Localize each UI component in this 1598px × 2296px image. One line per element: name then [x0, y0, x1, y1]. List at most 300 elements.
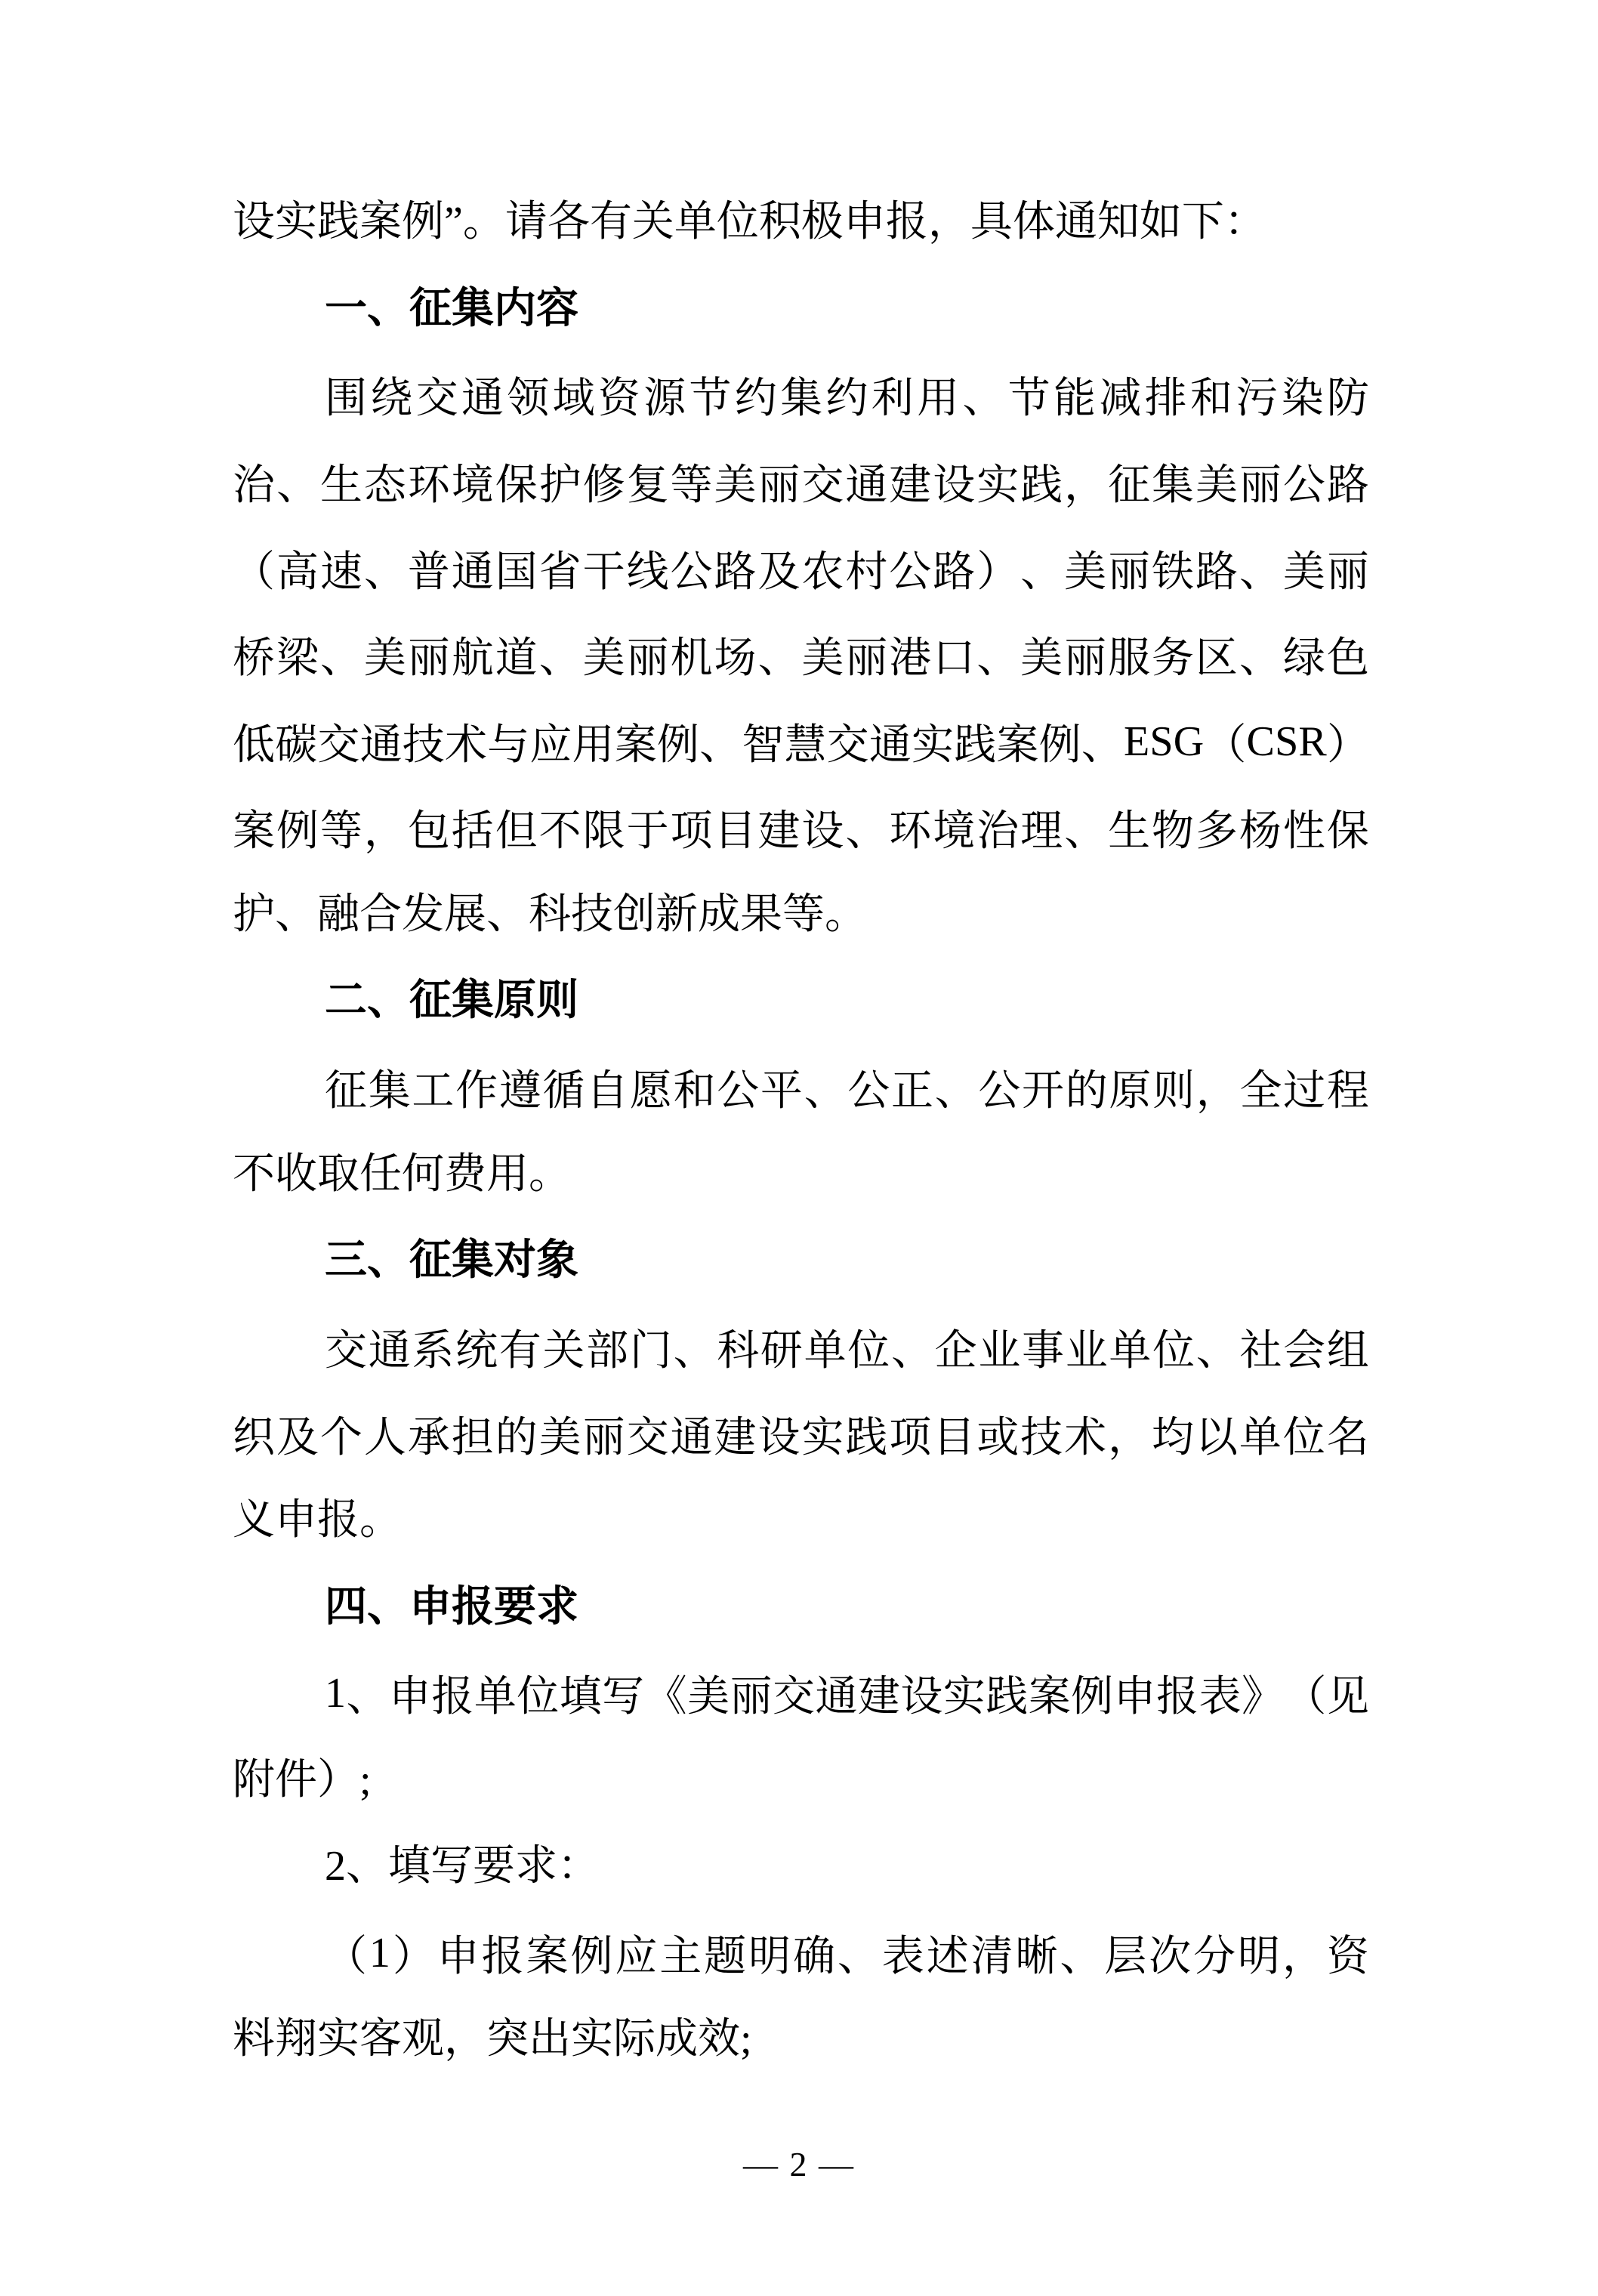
- char: 、: [673, 1328, 716, 1375]
- char: 境: [933, 808, 976, 856]
- char: 次: [1149, 1933, 1192, 1981]
- char: 环: [889, 808, 932, 856]
- char: 项: [889, 1414, 932, 1461]
- char: 主: [659, 1933, 702, 1981]
- char: 公: [847, 1068, 890, 1116]
- char: C: [1246, 718, 1275, 765]
- text-line: [233, 1045, 1369, 1131]
- char: 层: [1104, 1933, 1147, 1981]
- char: 色: [1326, 635, 1369, 683]
- char: 遵: [498, 1068, 541, 1116]
- char: 省: [538, 548, 582, 596]
- char: 清: [970, 1933, 1013, 1981]
- char: 报: [1156, 1674, 1199, 1721]
- char: 通: [868, 721, 912, 769]
- char: 目: [714, 808, 757, 856]
- char: 案: [233, 808, 275, 856]
- char: 、: [538, 635, 582, 683]
- char: 的: [495, 1414, 538, 1461]
- char: ，: [1195, 1068, 1239, 1116]
- char: 丽: [845, 635, 888, 683]
- char: 慧: [784, 721, 827, 769]
- char: 节: [689, 375, 732, 423]
- char: 线: [626, 548, 669, 596]
- char: 、: [1064, 808, 1107, 856]
- char: 、: [346, 1674, 389, 1721]
- char: 申: [388, 1674, 431, 1721]
- char: 作: [455, 1068, 498, 1116]
- char: 、: [1060, 1933, 1103, 1981]
- char: 设: [801, 808, 844, 856]
- char: 设: [900, 1674, 943, 1721]
- char: 村: [845, 548, 888, 596]
- char: 于: [626, 808, 669, 856]
- char: 事: [1022, 1328, 1064, 1375]
- char: 位: [517, 1674, 560, 1721]
- char: 道: [495, 635, 538, 683]
- char: 承: [407, 1414, 450, 1461]
- char: 系: [412, 1328, 455, 1375]
- char: 机: [670, 635, 713, 683]
- char: 态: [363, 462, 406, 510]
- char: 名: [1326, 1414, 1369, 1461]
- char: 干: [582, 548, 625, 596]
- text-line: [233, 1390, 1369, 1477]
- char: 利: [871, 375, 914, 423]
- char: 治: [233, 462, 275, 510]
- char: 循: [542, 1068, 585, 1116]
- section-heading: 二、征集原则: [325, 977, 578, 1025]
- char: 实: [976, 462, 1020, 510]
- char: 明: [1238, 1933, 1281, 1981]
- char: S: [1149, 718, 1174, 765]
- char: 、: [699, 721, 742, 769]
- char: 单: [474, 1674, 517, 1721]
- char: 美: [1064, 548, 1107, 596]
- char: 表: [1198, 1674, 1242, 1721]
- char: 申: [437, 1933, 480, 1981]
- char: 公: [717, 1068, 760, 1116]
- char: 案: [996, 721, 1039, 769]
- char: 口: [933, 635, 976, 683]
- char: 、: [1081, 721, 1124, 769]
- char: 通: [359, 721, 403, 769]
- section-heading: 四、申报要求: [325, 1583, 578, 1631]
- char: 及: [276, 1414, 319, 1461]
- char: 过: [1283, 1068, 1326, 1116]
- text-line: [233, 352, 1369, 439]
- char: 研: [760, 1328, 803, 1375]
- char: 社: [1239, 1328, 1282, 1375]
- char: （: [1204, 721, 1247, 769]
- char: 建: [889, 462, 932, 510]
- char: 填: [559, 1674, 602, 1721]
- char: 多: [1195, 808, 1238, 856]
- char: 题: [704, 1933, 747, 1981]
- char: 服: [1108, 635, 1151, 683]
- char: 集: [1152, 462, 1195, 510]
- char: 例: [1038, 721, 1081, 769]
- char: 交: [801, 462, 844, 510]
- char: 美: [363, 635, 406, 683]
- char: 、: [276, 462, 319, 510]
- document-body: [233, 179, 1369, 2083]
- char: 设: [933, 462, 976, 510]
- char: 染: [1281, 375, 1324, 423]
- char: 区: [1195, 635, 1238, 683]
- char: 丽: [1326, 548, 1369, 596]
- char: 用: [572, 721, 615, 769]
- char: 源: [643, 375, 686, 423]
- char: 企: [934, 1328, 977, 1375]
- char: 《: [644, 1674, 687, 1721]
- char: E: [1123, 718, 1150, 765]
- char: ，: [1064, 462, 1107, 510]
- char: ）: [976, 548, 1020, 596]
- char: 境: [451, 462, 494, 510]
- char: 及: [757, 548, 801, 596]
- char: 晰: [1015, 1933, 1058, 1981]
- char: 场: [714, 635, 757, 683]
- char: 用: [917, 375, 960, 423]
- char: 、: [1239, 635, 1282, 683]
- char: 门: [629, 1328, 672, 1375]
- char: 例: [1071, 1674, 1114, 1721]
- char: 、: [934, 1068, 977, 1116]
- char: 应: [529, 721, 572, 769]
- char: 排: [1144, 375, 1187, 423]
- char: 美: [582, 635, 625, 683]
- char: 、: [319, 635, 362, 683]
- char: 绕: [370, 375, 413, 423]
- char: 1: [369, 1930, 390, 1977]
- char: 集: [368, 1068, 411, 1116]
- char: 绿: [1282, 635, 1325, 683]
- char: 公: [670, 548, 713, 596]
- char: 案: [526, 1933, 569, 1981]
- char: 能: [1054, 375, 1096, 423]
- char: 保: [1326, 808, 1369, 856]
- char: 个: [319, 1414, 362, 1461]
- char: 和: [673, 1068, 716, 1116]
- char: 愿: [629, 1068, 672, 1116]
- char: 人: [363, 1414, 406, 1461]
- text-line: [233, 699, 1369, 785]
- char: 集: [780, 375, 823, 423]
- char: 节: [1007, 375, 1050, 423]
- char: 1: [325, 1670, 346, 1717]
- char: 、: [363, 548, 406, 596]
- char: 报: [481, 1933, 524, 1981]
- section-heading: 一、征集内容: [325, 285, 578, 332]
- char: 位: [1152, 1328, 1195, 1375]
- char: 铁: [1152, 548, 1195, 596]
- char: 、: [1020, 548, 1063, 596]
- char: 位: [847, 1328, 890, 1375]
- char: 资: [597, 375, 640, 423]
- char: （: [325, 1933, 367, 1981]
- char: 路: [933, 548, 976, 596]
- char: 交: [826, 721, 869, 769]
- char: G: [1173, 718, 1205, 765]
- char: 丽: [1239, 462, 1282, 510]
- char: 污: [1236, 375, 1279, 423]
- char: 公: [889, 548, 932, 596]
- char: 设: [757, 1414, 801, 1461]
- char: 建: [757, 808, 801, 856]
- char: 申: [1113, 1674, 1156, 1721]
- char: 生: [1108, 808, 1151, 856]
- char: 括: [451, 808, 494, 856]
- char: 通: [451, 548, 494, 596]
- text-line: [233, 612, 1369, 699]
- char: 不: [538, 808, 582, 856]
- text-line: 设实践案例”。请各有关单位积极申报，具体通知如下：: [233, 199, 1266, 245]
- char: 约: [734, 375, 777, 423]
- char: 美: [538, 1414, 582, 1461]
- char: 组: [1326, 1328, 1369, 1375]
- char: 丽: [626, 635, 669, 683]
- char: 通: [368, 1328, 411, 1375]
- char: 丽: [1064, 635, 1107, 683]
- char: 路: [714, 548, 757, 596]
- char: 、: [962, 375, 1005, 423]
- char: 开: [1022, 1068, 1064, 1116]
- char: 美: [1020, 635, 1063, 683]
- char: 公: [978, 1068, 1021, 1116]
- char: 限: [582, 808, 625, 856]
- char: 写: [602, 1674, 645, 1721]
- char: 关: [542, 1328, 585, 1375]
- text-line: [233, 1910, 1369, 1997]
- char: 国: [495, 548, 538, 596]
- char: 务: [1152, 635, 1195, 683]
- char: 位: [1282, 1414, 1325, 1461]
- char: 速: [319, 548, 362, 596]
- char: 美: [687, 1674, 730, 1721]
- char: 物: [1152, 808, 1195, 856]
- text-line: [233, 1650, 1369, 1737]
- char: 、: [890, 1328, 933, 1375]
- char: 原: [1109, 1068, 1152, 1116]
- char: 等: [670, 462, 713, 510]
- char: 丽: [582, 1414, 625, 1461]
- text-line: 附件）;: [233, 1756, 372, 1804]
- char: 践: [1020, 462, 1063, 510]
- char: 等: [319, 808, 362, 856]
- char: 修: [582, 462, 625, 510]
- char: S: [1275, 718, 1299, 765]
- char: 航: [451, 635, 494, 683]
- char: 有: [498, 1328, 541, 1375]
- char: 统: [455, 1328, 498, 1375]
- text-line: 2、填写要求：: [325, 1843, 600, 1890]
- text-line: 护、融合发展、科技创新成果等。: [233, 890, 867, 938]
- char: ）: [392, 1933, 435, 1981]
- char: 交: [317, 721, 360, 769]
- char: 、: [845, 808, 888, 856]
- char: 、: [1195, 1328, 1239, 1375]
- char: 分: [1193, 1933, 1236, 1981]
- char: 杨: [1239, 808, 1282, 856]
- text-line: [233, 1304, 1369, 1391]
- char: 建: [714, 1414, 757, 1461]
- char: 单: [1109, 1328, 1152, 1375]
- char: 减: [1099, 375, 1142, 423]
- char: 、: [1239, 548, 1282, 596]
- text-line: [233, 439, 1369, 526]
- char: 桥: [233, 635, 275, 683]
- char: 确: [792, 1933, 835, 1981]
- char: 梁: [276, 635, 319, 683]
- char: 践: [986, 1674, 1029, 1721]
- char: （: [233, 548, 275, 596]
- text-line: [233, 785, 1369, 872]
- char: 美: [801, 635, 844, 683]
- char: 普: [407, 548, 450, 596]
- char: 以: [1195, 1414, 1238, 1461]
- char: 路: [1326, 462, 1369, 510]
- char: 、: [804, 1068, 847, 1116]
- char: 路: [1195, 548, 1238, 596]
- char: 平: [760, 1068, 803, 1116]
- char: 项: [670, 808, 713, 856]
- char: 报: [431, 1674, 474, 1721]
- char: 交: [626, 1414, 669, 1461]
- char: 实: [912, 721, 954, 769]
- char: 生: [319, 462, 362, 510]
- char: 践: [954, 721, 997, 769]
- char: 防: [1326, 375, 1369, 423]
- char: 则: [1152, 1068, 1195, 1116]
- text-line: [233, 525, 1369, 612]
- char: ，: [1108, 1414, 1151, 1461]
- char: 正: [890, 1068, 933, 1116]
- char: 技: [1020, 1414, 1063, 1461]
- char: 》: [1241, 1674, 1284, 1721]
- char: 程: [1326, 1068, 1369, 1116]
- char: 单: [1239, 1414, 1282, 1461]
- char: 应: [615, 1933, 658, 1981]
- char: 交: [325, 1328, 367, 1375]
- char: 表: [881, 1933, 924, 1981]
- char: 技: [402, 721, 445, 769]
- char: 案: [614, 721, 657, 769]
- char: 工: [412, 1068, 455, 1116]
- char: 围: [325, 375, 367, 423]
- char: 科: [717, 1328, 760, 1375]
- char: 术: [444, 721, 487, 769]
- char: 单: [804, 1328, 847, 1375]
- char: 美: [1195, 462, 1238, 510]
- char: 实: [801, 1414, 844, 1461]
- char: 实: [942, 1674, 986, 1721]
- char: 业: [978, 1328, 1021, 1375]
- char: 通: [461, 375, 504, 423]
- char: 案: [1028, 1674, 1071, 1721]
- char: 例: [276, 808, 319, 856]
- char: 丽: [1108, 548, 1151, 596]
- char: 复: [626, 462, 669, 510]
- char: 交: [415, 375, 458, 423]
- page-number: — 2 —: [743, 2145, 855, 2183]
- char: 通: [815, 1674, 858, 1721]
- char: 农: [801, 548, 844, 596]
- char: 通: [845, 462, 888, 510]
- char: 美: [714, 462, 757, 510]
- char: 建: [857, 1674, 900, 1721]
- char: 环: [407, 462, 450, 510]
- char: 护: [538, 462, 582, 510]
- char: 见: [1326, 1674, 1369, 1721]
- char: 丽: [757, 462, 801, 510]
- char: ）: [1326, 721, 1369, 769]
- char: 资: [1326, 1933, 1369, 1981]
- char: 、: [976, 635, 1020, 683]
- char: 均: [1152, 1414, 1195, 1461]
- char: 通: [670, 1414, 713, 1461]
- char: 会: [1283, 1328, 1326, 1375]
- char: 目: [933, 1414, 976, 1461]
- char: 与: [487, 721, 530, 769]
- char: 、: [837, 1933, 880, 1981]
- text-line: 义申报。: [233, 1496, 402, 1544]
- char: 业: [1065, 1328, 1108, 1375]
- char: 征: [325, 1068, 367, 1116]
- char: 性: [1282, 808, 1325, 856]
- char: 术: [1064, 1414, 1107, 1461]
- char: 或: [976, 1414, 1020, 1461]
- char: 部: [586, 1328, 629, 1375]
- char: （: [1284, 1674, 1327, 1721]
- char: ，: [363, 808, 406, 856]
- char: 、: [757, 635, 801, 683]
- char: 高: [276, 548, 319, 596]
- char: 自: [586, 1068, 629, 1116]
- text-line: 不收取任何费用。: [233, 1150, 571, 1198]
- char: 域: [552, 375, 595, 423]
- char: 治: [976, 808, 1020, 856]
- char: 例: [656, 721, 699, 769]
- char: 织: [233, 1414, 275, 1461]
- char: 约: [825, 375, 868, 423]
- section-heading: 三、征集对象: [325, 1237, 578, 1285]
- char: 交: [772, 1674, 815, 1721]
- text-line: 料翔实客观，突出实际成效;: [233, 2016, 752, 2063]
- char: 智: [742, 721, 785, 769]
- char: 丽: [730, 1674, 773, 1721]
- char: 丽: [407, 635, 450, 683]
- char: 包: [407, 808, 450, 856]
- char: 践: [845, 1414, 888, 1461]
- char: 和: [1189, 375, 1232, 423]
- char: 全: [1239, 1068, 1282, 1116]
- char: R: [1298, 718, 1327, 765]
- char: 港: [889, 635, 932, 683]
- char: 的: [1065, 1068, 1108, 1116]
- char: 征: [1108, 462, 1151, 510]
- char: 例: [570, 1933, 613, 1981]
- char: 理: [1020, 808, 1063, 856]
- char: 碳: [275, 721, 318, 769]
- char: 低: [233, 721, 275, 769]
- char: ，: [1282, 1933, 1325, 1981]
- char: 保: [495, 462, 538, 510]
- char: 领: [507, 375, 550, 423]
- char: 担: [451, 1414, 494, 1461]
- char: 明: [748, 1933, 791, 1981]
- char: 述: [926, 1933, 969, 1981]
